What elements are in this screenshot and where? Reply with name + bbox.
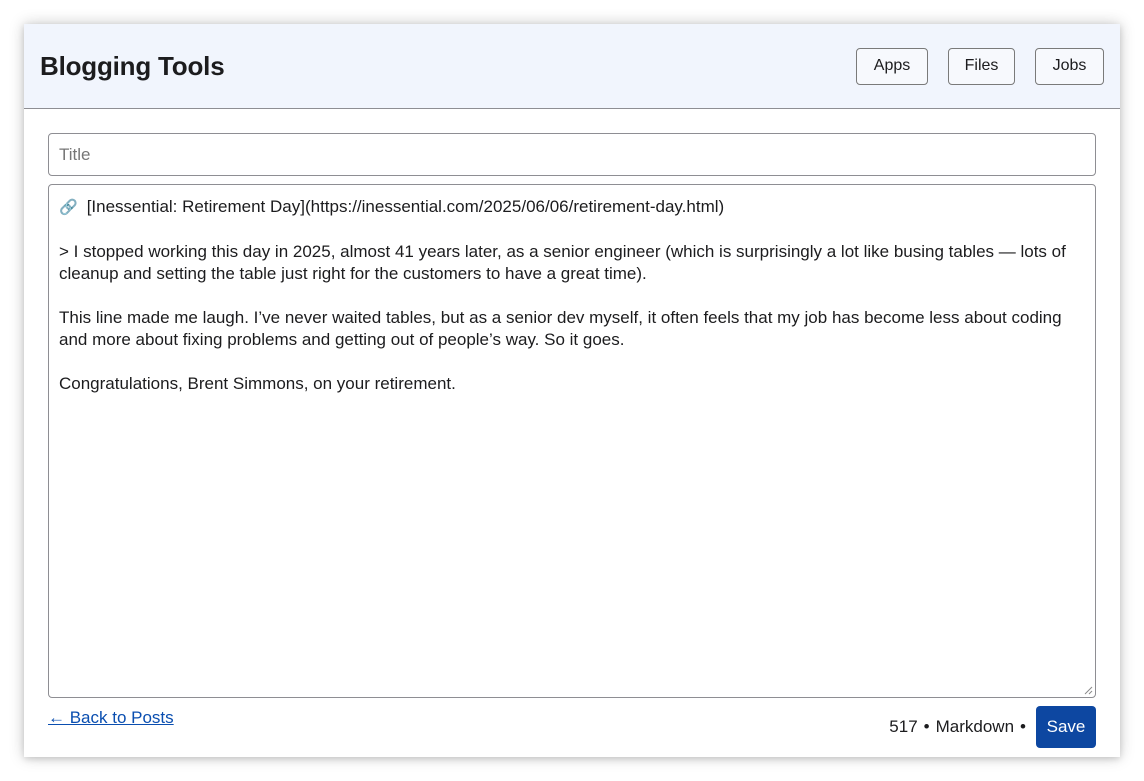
editor-footer (48, 698, 1096, 758)
top-nav (856, 48, 1104, 85)
files-button[interactable]: Files (948, 48, 1015, 85)
body-paragraph: This line made me laugh. I’ve never waited tables, but as a senior dev myself, it often feels that my job has become less about coding and more about fixing problems and getting out of people’s way. So it goes. (59, 308, 1062, 349)
body-paragraph (59, 196, 1085, 219)
body-textarea[interactable] (48, 184, 1096, 698)
jobs-button[interactable]: Jobs (1035, 48, 1104, 85)
body-paragraph: Congratulations, Brent Simmons, on your retirement. (59, 374, 456, 393)
app-window (24, 24, 1120, 757)
back-to-posts-link[interactable]: ← Back to Posts (48, 708, 174, 727)
resize-handle-icon[interactable] (1083, 685, 1093, 695)
app-title: Blogging Tools (40, 50, 225, 81)
editor-main (24, 109, 1120, 758)
format-label: Markdown (935, 717, 1015, 736)
word-count: 517 (889, 717, 918, 736)
separator: • (923, 717, 930, 736)
title-input[interactable] (48, 133, 1096, 176)
save-button[interactable]: Save (1036, 706, 1096, 748)
link-icon: 🔗 (59, 199, 78, 216)
footer-status (889, 706, 1096, 748)
body-paragraph: > I stopped working this day in 2025, almost 41 years later, as a senior engineer (which is surprisingly a lot like busing tables — lots of cleanup and setting the table just right for the customers to have a great time). (59, 242, 1066, 283)
separator: • (1020, 717, 1026, 736)
app-header (24, 24, 1120, 109)
apps-button[interactable]: Apps (856, 48, 928, 85)
body-line-link: [Inessential: Retirement Day](https://inessential.com/2025/06/06/retirement-day.html) (86, 197, 725, 216)
